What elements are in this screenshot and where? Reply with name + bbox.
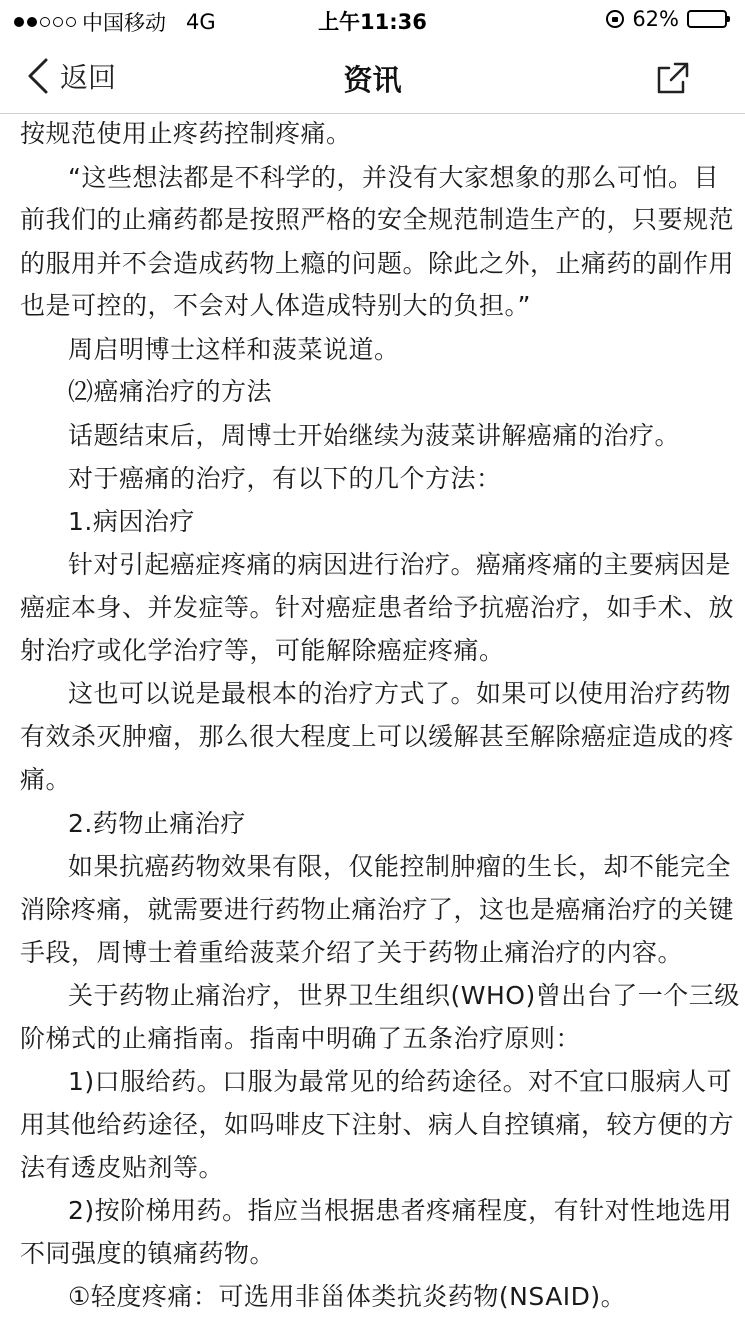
article-line: 用其他给药途径，如吗啡皮下注射、病人自控镇痛，较方便的方 bbox=[20, 1110, 735, 1139]
orientation-lock-icon bbox=[606, 10, 624, 28]
article-line: 手段，周博士着重给菠菜介绍了关于药物止痛治疗的内容。 bbox=[20, 938, 684, 967]
article-line: ⑵癌痛治疗的方法 bbox=[68, 377, 273, 406]
article-line: 前我们的止痛药都是按照严格的安全规范制造生产的，只要规范 bbox=[20, 205, 735, 234]
article-line: 关于药物止痛治疗，世界卫生组织(WHO)曾出台了一个三级 bbox=[68, 981, 740, 1010]
article-line: ①轻度疼痛：可选用非甾体类抗炎药物(NSAID)。 bbox=[68, 1282, 627, 1311]
page-title: 资讯 bbox=[343, 63, 402, 97]
article-line: 按规范使用止疼药控制疼痛。 bbox=[20, 119, 352, 148]
status-bar bbox=[0, 0, 745, 38]
status-right bbox=[606, 7, 727, 31]
battery-icon bbox=[687, 10, 727, 28]
article-line: 1)口服给药。口服为最常见的给药途径。对不宜口服病人可 bbox=[68, 1067, 733, 1096]
article-line: 消除疼痛，就需要进行药物止痛治疗了，这也是癌痛治疗的关键 bbox=[20, 895, 735, 924]
article-line: “这些想法都是不科学的，并没有大家想象的那么可怕。目 bbox=[68, 163, 719, 192]
network-type: 4G bbox=[186, 10, 216, 34]
article-line: 对于癌痛的治疗，有以下的几个方法： bbox=[68, 464, 502, 493]
article-line: 法有透皮贴剂等。 bbox=[20, 1153, 225, 1182]
article-line: 不同强度的镇痛药物。 bbox=[20, 1239, 276, 1268]
article-line: 也是可控的，不会对人体造成特别大的负担。” bbox=[20, 291, 531, 320]
article-line: 周启明博士这样和菠菜说道。 bbox=[68, 335, 400, 364]
article-line: 的服用并不会造成药物上瘾的问题。除此之外，止痛药的副作用 bbox=[20, 249, 735, 278]
article-content bbox=[0, 114, 745, 1324]
article-line: 射治疗或化学治疗等，可能解除癌症疼痛。 bbox=[20, 636, 505, 665]
navigation-bar bbox=[0, 38, 745, 114]
article-line: 针对引起癌症疼痛的病因进行治疗。癌痛疼痛的主要病因是 bbox=[68, 550, 732, 579]
battery-percent: 62% bbox=[632, 7, 679, 31]
article-line: 1.病因治疗 bbox=[68, 507, 195, 536]
article-line: 2.药物止痛治疗 bbox=[68, 809, 246, 838]
back-label: 返回 bbox=[60, 61, 117, 94]
status-time: 上午11:36 bbox=[318, 10, 427, 34]
article-line: 阶梯式的止痛指南。指南中明确了五条治疗原则： bbox=[20, 1024, 582, 1053]
article-line: 这也可以说是最根本的治疗方式了。如果可以使用治疗药物 bbox=[68, 679, 732, 708]
carrier-name: 中国移动 bbox=[82, 11, 166, 35]
article-line: 有效杀灭肿瘤，那么很大程度上可以缓解甚至解除癌症造成的疼 bbox=[20, 722, 735, 751]
article-line: 话题结束后，周博士开始继续为菠菜讲解癌痛的治疗。 bbox=[68, 421, 681, 450]
article-line: 痛。 bbox=[20, 765, 72, 794]
share-icon[interactable] bbox=[653, 58, 693, 98]
article-line: 如果抗癌药物效果有限，仅能控制肿瘤的生长，却不能完全 bbox=[68, 852, 732, 881]
article-line: 2)按阶梯用药。指应当根据患者疼痛程度，有针对性地选用 bbox=[68, 1196, 733, 1225]
article-line: 癌症本身、并发症等。针对癌症患者给予抗癌治疗，如手术、放 bbox=[20, 593, 735, 622]
